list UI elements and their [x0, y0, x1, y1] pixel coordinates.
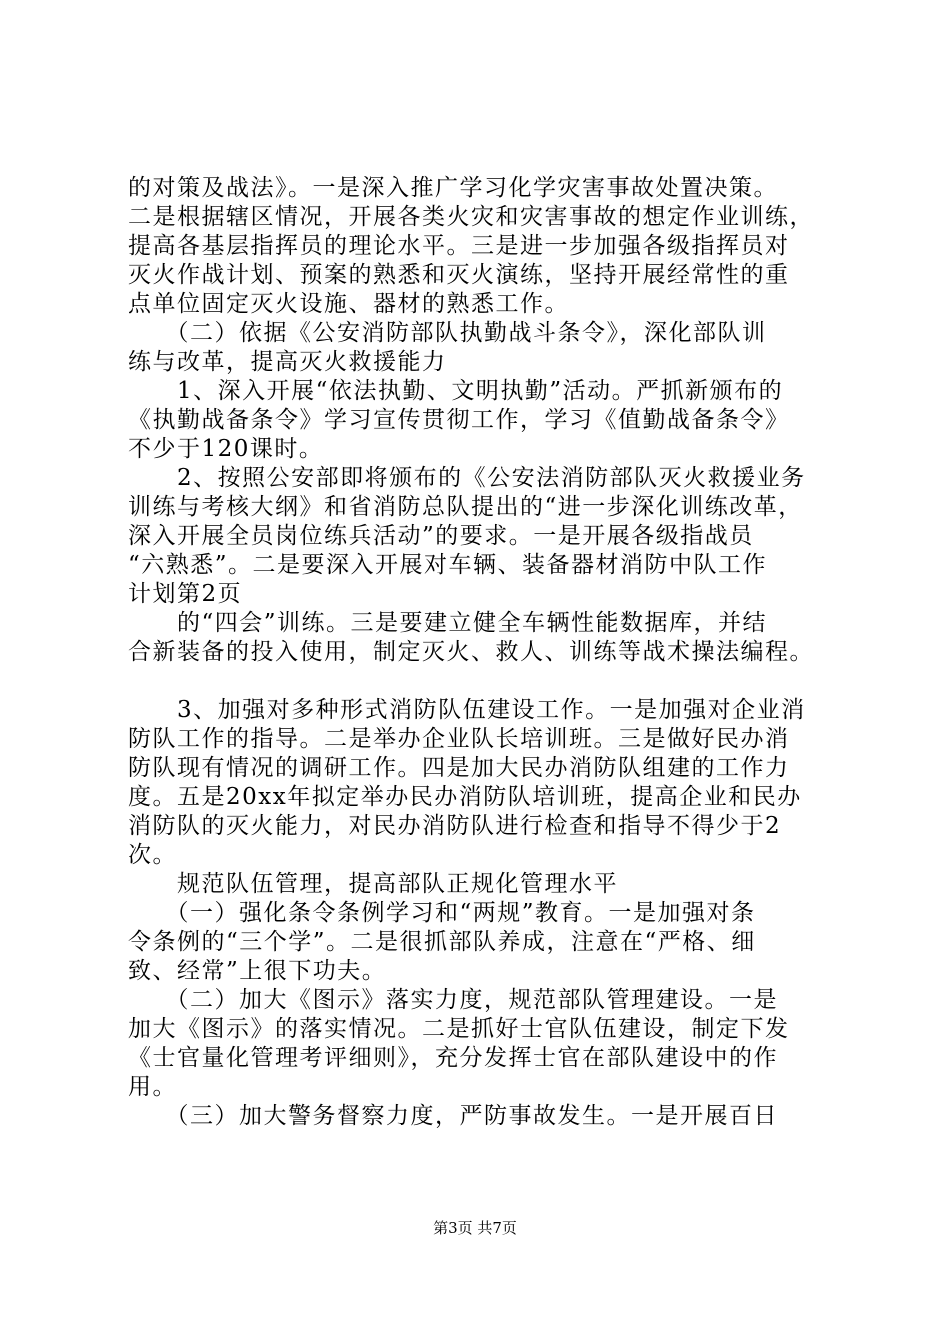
- page-footer: 第3页 共7页: [433, 1219, 517, 1237]
- text-line: （二）加大《图示》落实力度，规范部队管理建设。一是: [128, 987, 778, 1013]
- text-line: 1、深入开展“依法执勤、文明执勤”活动。严抓新颁布的: [128, 378, 784, 404]
- text-line: 令条例的“三个学”。二是很抓部队养成，注意在“严格、细: [128, 929, 756, 955]
- text-line: 不少于120课时。: [128, 436, 324, 462]
- text-line: 《士官量化管理考评细则》，充分发挥士官在部队建设中的作: [128, 1045, 778, 1071]
- text-line: 提高各基层指挥员的理论水平。三是进一步加强各级指挥员对: [128, 233, 790, 259]
- text-line: 消防队的灭火能力，对民办消防队进行检查和指导不得少于2: [128, 813, 782, 839]
- text-line: 度。五是20xx年拟定举办民办消防队培训班，提高企业和民办: [128, 784, 802, 810]
- text-line: （三）加大警务督察力度，严防事故发生。一是开展百日: [128, 1103, 778, 1129]
- blank-line: [128, 667, 838, 696]
- text-line: 加大《图示》的落实情况。二是抓好士官队伍建设，制定下发: [128, 1016, 790, 1042]
- text-line: 训练与考核大纲》和省消防总队提出的“进一步深化训练改革，: [128, 494, 803, 520]
- text-line: 点单位固定灭火设施、器材的熟悉工作。: [128, 291, 569, 317]
- text-line: 次。: [128, 842, 177, 868]
- text-line: 《执勤战备条令》学习宣传贯彻工作，学习《值勤战备条令》: [128, 407, 790, 433]
- text-line: 计划第2页: [128, 581, 243, 607]
- text-line: 3、加强对多种形式消防队伍建设工作。一是加强对企业消: [128, 697, 806, 723]
- section-heading: 规范队伍管理，提高部队正规化管理水平: [128, 871, 618, 897]
- text-line: 的“四会”训练。三是要建立健全车辆性能数据库，并结: [128, 610, 768, 636]
- text-line: “六熟悉”。二是要深入开展对车辆、装备器材消防中队工作: [128, 552, 768, 578]
- section-heading: （二）依据《公安消防部队执勤战斗条令》，深化部队训: [128, 320, 767, 346]
- text-line: 深入开展全员岗位练兵活动”的要求。一是开展各级指战员: [128, 523, 754, 549]
- text-line: 2、按照公安部即将颁布的《公安法消防部队灭火救援业务: [128, 465, 806, 491]
- text-line: 用。: [128, 1074, 177, 1100]
- text-line: 致、经常”上很下功夫。: [128, 958, 387, 984]
- text-line: （一）强化条令条例学习和“两规”教育。一是加强对条: [128, 900, 756, 926]
- text-line: 二是根据辖区情况，开展各类火灾和灾害事故的想定作业训练，: [128, 204, 814, 230]
- section-heading: 练与改革，提高灭火救援能力: [128, 349, 447, 375]
- text-line: 合新装备的投入使用，制定灭火、救人、训练等战术操法编程。: [128, 639, 814, 665]
- document-body: [128, 174, 838, 1131]
- text-line: 防队现有情况的调研工作。四是加大民办消防队组建的工作力: [128, 755, 790, 781]
- text-line: 灭火作战计划、预案的熟悉和灭火演练，坚持开展经常性的重: [128, 262, 790, 288]
- text-line: 防队工作的指导。二是举办企业队长培训班。三是做好民办消: [128, 726, 790, 752]
- text-line: 的对策及战法》。一是深入推广学习化学灾害事故处置决策。: [128, 175, 778, 201]
